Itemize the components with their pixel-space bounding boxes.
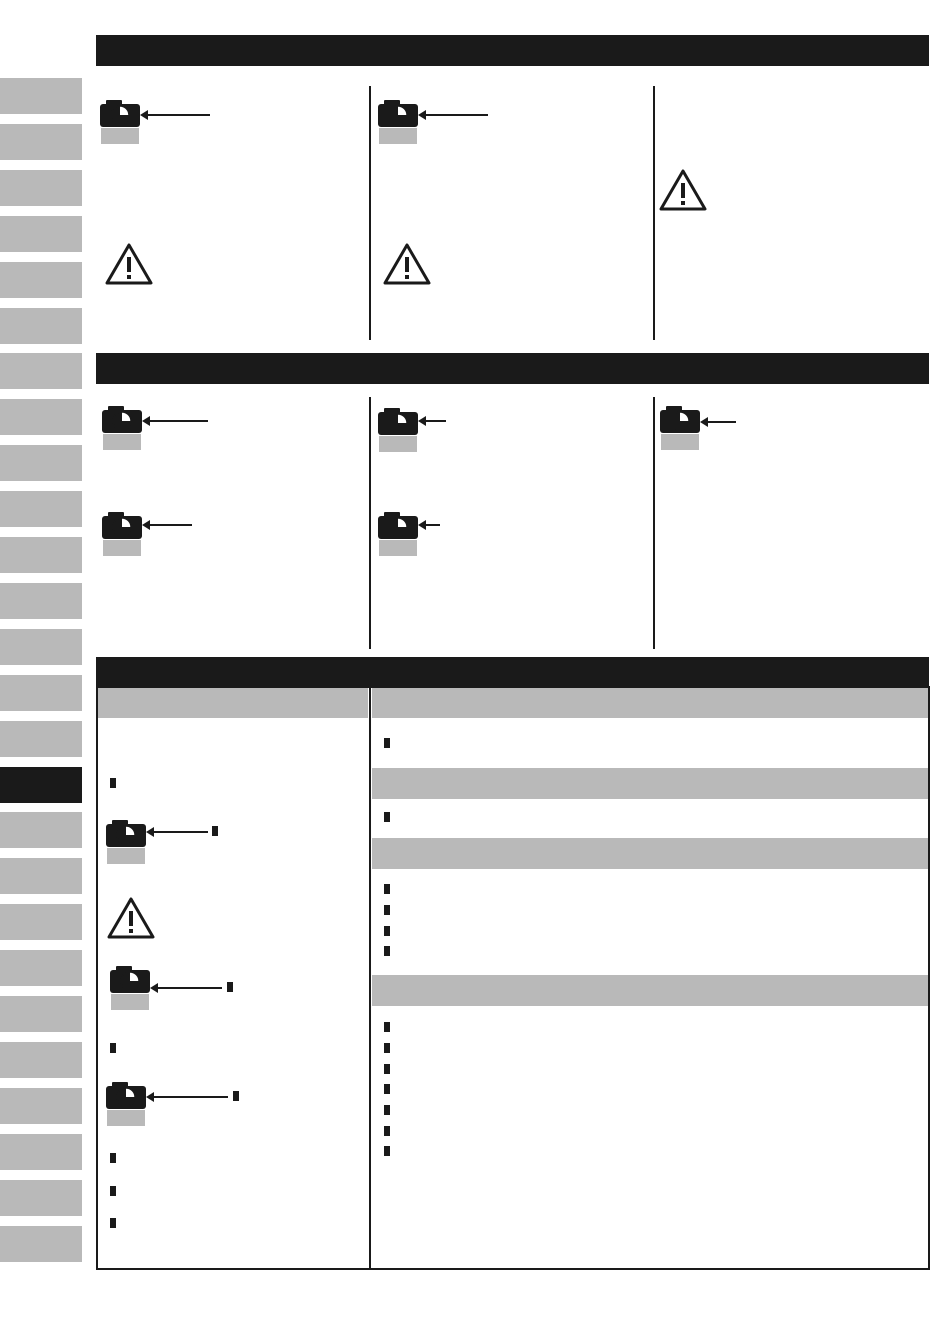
- arrow-left-icon: [424, 114, 488, 116]
- side-tab[interactable]: [0, 629, 82, 665]
- side-tab[interactable]: [0, 904, 82, 940]
- warning-triangle-icon: [106, 896, 156, 940]
- side-tab[interactable]: [0, 812, 82, 848]
- side-tab[interactable]: [0, 262, 82, 298]
- arrow-left-icon: [148, 524, 192, 526]
- side-tab[interactable]: [0, 950, 82, 986]
- side-tab[interactable]: [0, 124, 82, 160]
- camera-icon: [102, 406, 146, 452]
- right-subheader-2: [372, 838, 928, 869]
- bullet-square-icon: [384, 1022, 390, 1032]
- bullet-square-icon: [384, 1043, 390, 1053]
- side-tab[interactable]: [0, 583, 82, 619]
- side-tab[interactable]: [0, 721, 82, 757]
- left-column-header: [98, 688, 368, 718]
- side-tab[interactable]: [0, 996, 82, 1032]
- section-3-header-bar: [96, 657, 929, 688]
- side-tab[interactable]: [0, 1088, 82, 1124]
- warning-triangle-icon: [104, 242, 154, 286]
- side-tab[interactable]: [0, 170, 82, 206]
- bullet-square-icon: [384, 1105, 390, 1115]
- side-tab[interactable]: [0, 537, 82, 573]
- section-3-column-divider: [369, 688, 371, 1268]
- warning-triangle-icon: [382, 242, 432, 286]
- side-tab[interactable]: [0, 308, 82, 344]
- right-column-header: [372, 688, 928, 718]
- camera-icon: [106, 1082, 150, 1128]
- arrow-left-icon: [424, 524, 440, 526]
- section-1-header-bar: [96, 35, 929, 66]
- camera-icon: [660, 406, 704, 452]
- warning-triangle-icon: [658, 168, 708, 212]
- arrow-left-icon: [152, 831, 208, 833]
- section-2-divider-1: [369, 397, 371, 649]
- arrow-left-icon: [148, 420, 208, 422]
- bullet-square-icon: [384, 1064, 390, 1074]
- bullet-square-icon: [384, 1146, 390, 1156]
- bullet-square-icon: [384, 812, 390, 822]
- side-tab[interactable]: [0, 353, 82, 389]
- section-1-divider-1: [369, 86, 371, 340]
- bullet-square-icon: [384, 926, 390, 936]
- bullet-square-icon: [384, 884, 390, 894]
- arrow-left-icon: [156, 987, 222, 989]
- section-2-header-bar: [96, 353, 929, 384]
- camera-icon: [106, 820, 150, 866]
- bullet-square-icon: [227, 982, 233, 992]
- bullet-square-icon: [110, 1218, 116, 1228]
- bullet-square-icon: [384, 946, 390, 956]
- bullet-square-icon: [110, 1153, 116, 1163]
- side-tab[interactable]: [0, 445, 82, 481]
- side-tab[interactable]: [0, 491, 82, 527]
- camera-icon: [378, 408, 422, 454]
- camera-icon: [100, 100, 144, 146]
- right-subheader-1: [372, 768, 928, 799]
- right-subheader-3: [372, 975, 928, 1006]
- camera-icon: [378, 100, 422, 146]
- camera-icon: [378, 512, 422, 558]
- camera-icon: [102, 512, 146, 558]
- side-tab[interactable]: [0, 399, 82, 435]
- side-tab[interactable]: [0, 1042, 82, 1078]
- side-tab-active[interactable]: [0, 767, 82, 803]
- side-tab[interactable]: [0, 1134, 82, 1170]
- side-tab[interactable]: [0, 1180, 82, 1216]
- bullet-square-icon: [384, 1126, 390, 1136]
- side-tab[interactable]: [0, 675, 82, 711]
- bullet-square-icon: [233, 1091, 239, 1101]
- side-tab[interactable]: [0, 78, 82, 114]
- camera-icon: [110, 966, 154, 1012]
- bullet-square-icon: [212, 826, 218, 836]
- side-tab[interactable]: [0, 1226, 82, 1262]
- bullet-square-icon: [110, 1186, 116, 1196]
- side-tab[interactable]: [0, 858, 82, 894]
- arrow-left-icon: [146, 114, 210, 116]
- section-1-divider-2: [653, 86, 655, 340]
- bullet-square-icon: [384, 905, 390, 915]
- arrow-left-icon: [424, 420, 446, 422]
- section-2-divider-2: [653, 397, 655, 649]
- bullet-square-icon: [384, 738, 390, 748]
- arrow-left-icon: [706, 421, 736, 423]
- side-tab[interactable]: [0, 216, 82, 252]
- bullet-square-icon: [110, 1043, 116, 1053]
- bullet-square-icon: [110, 778, 116, 788]
- arrow-left-icon: [152, 1096, 228, 1098]
- bullet-square-icon: [384, 1084, 390, 1094]
